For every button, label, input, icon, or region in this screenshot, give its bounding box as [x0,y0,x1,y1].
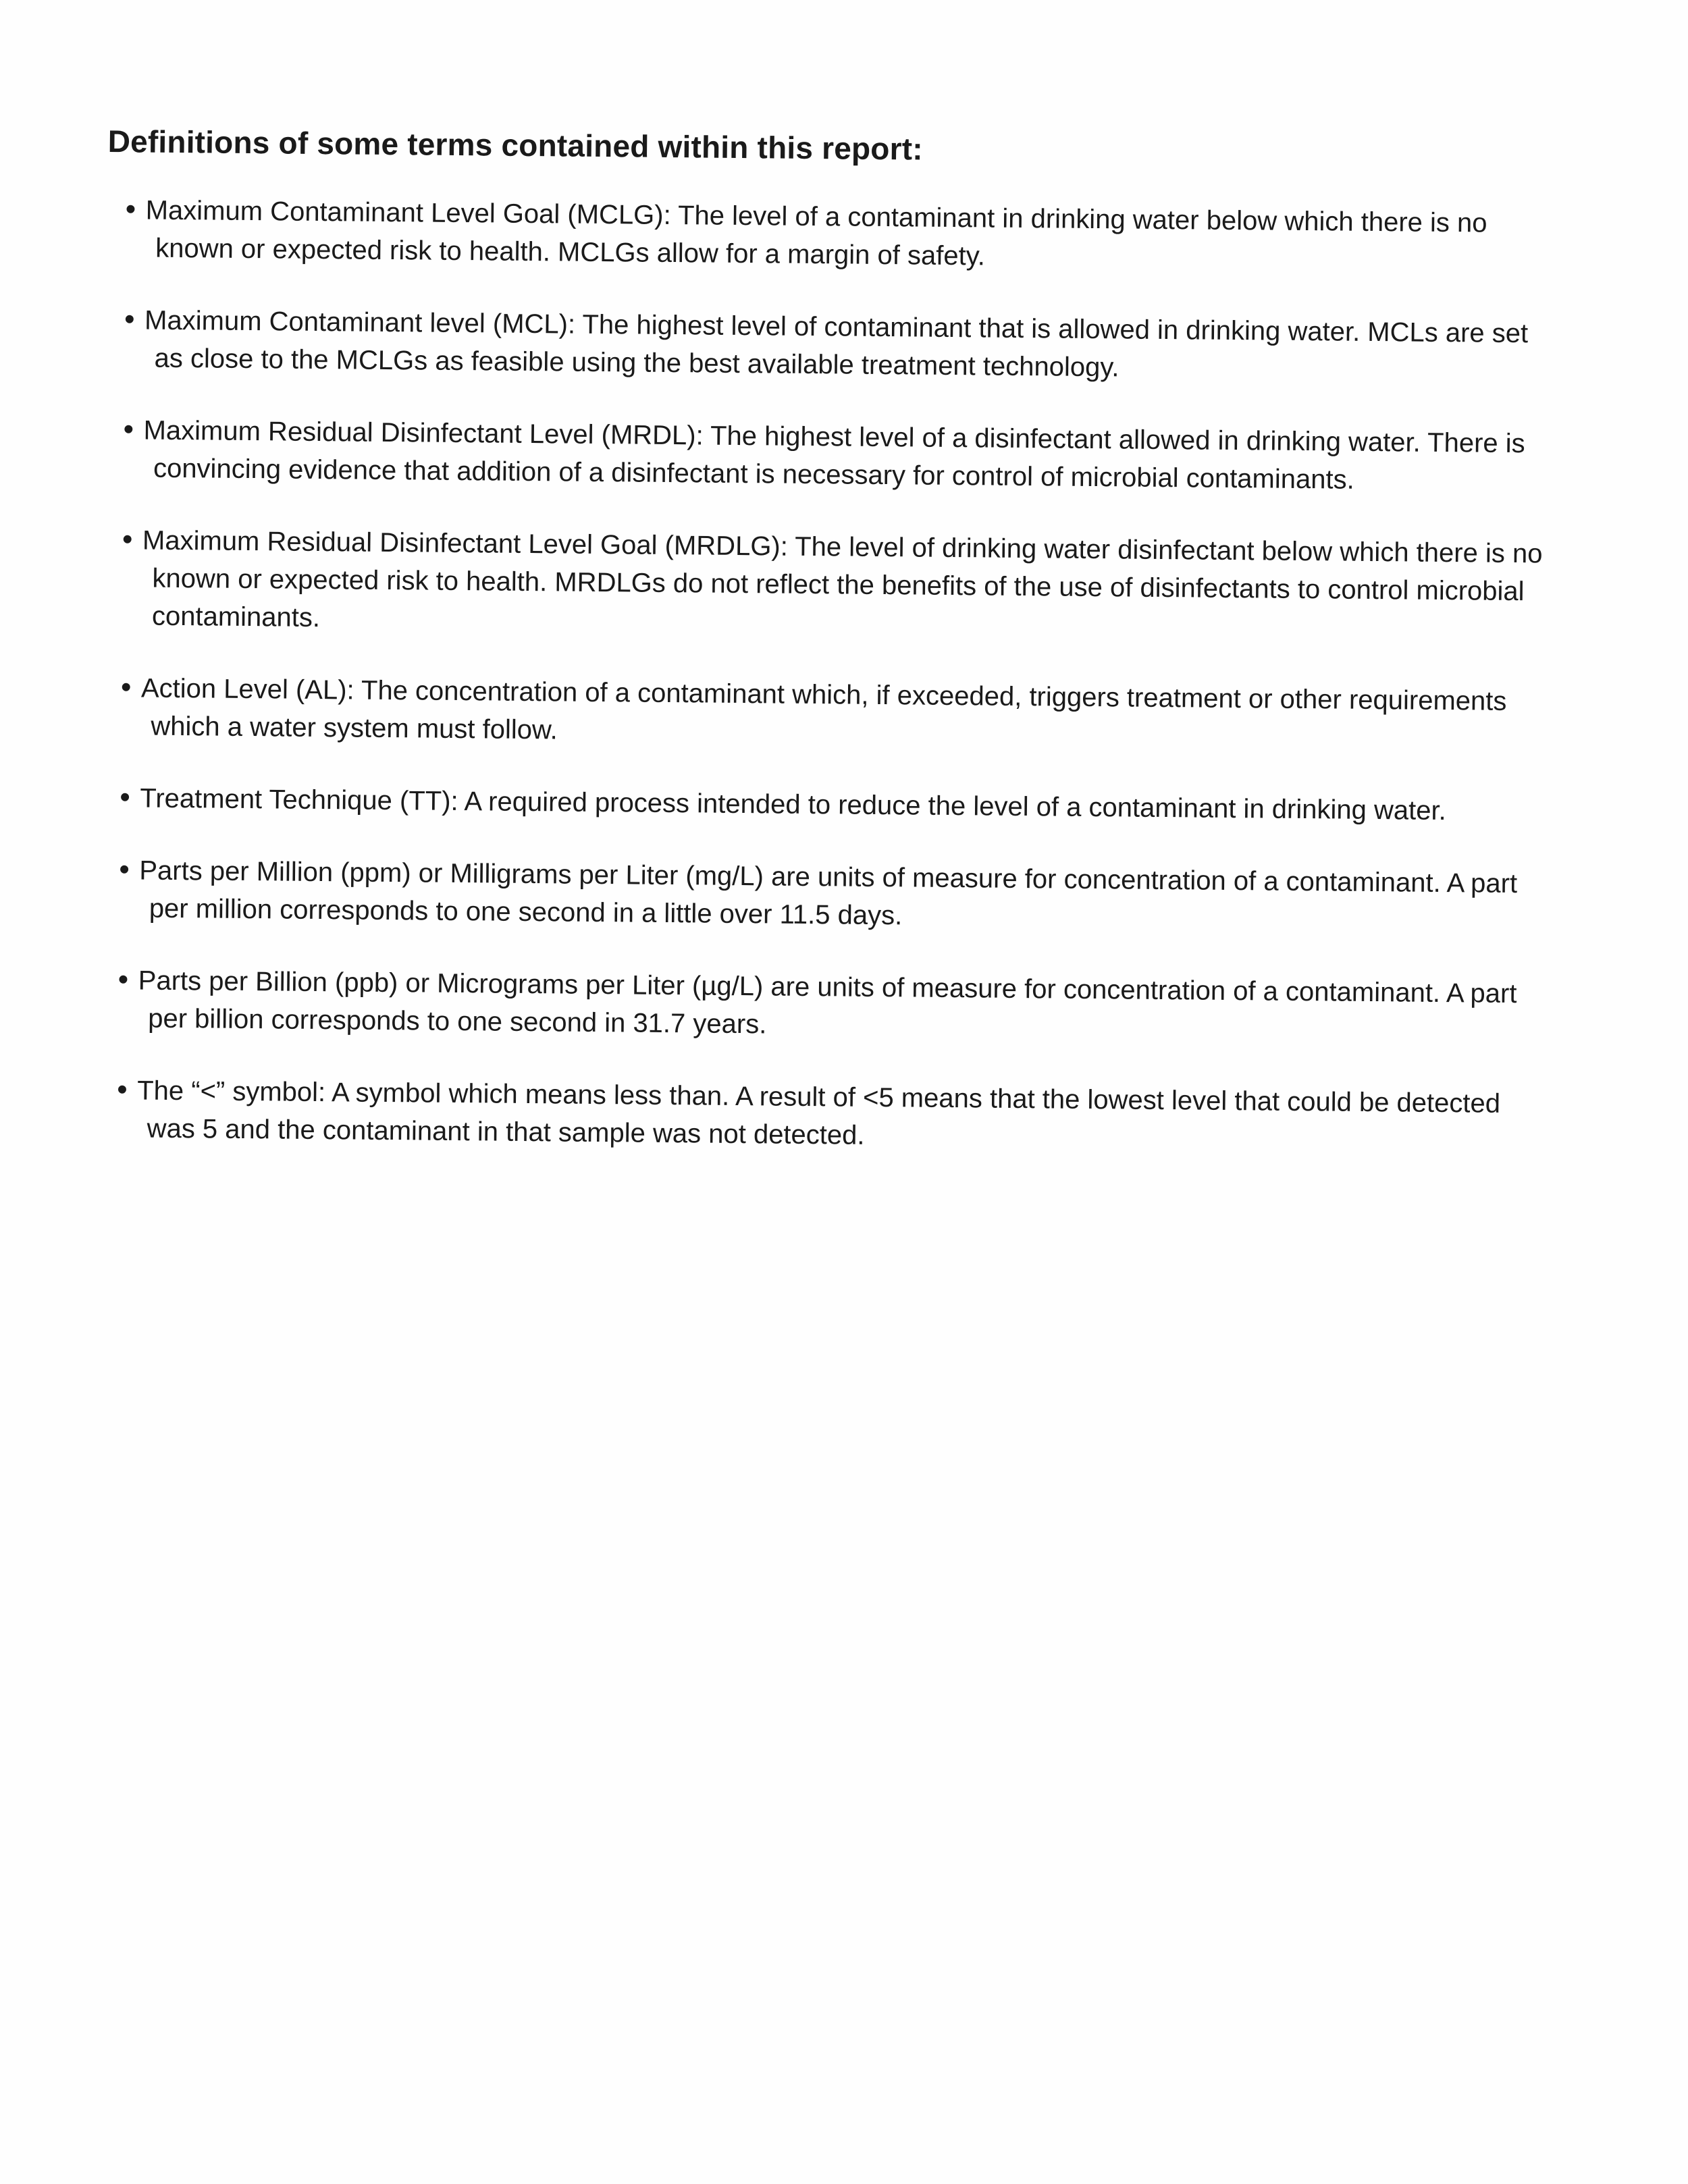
definition-action-level: • Action Level (AL): The concentration of a contaminant which, if exceeded, triggers treatment or other requirements which a water system must follow. [102,668,1548,759]
definition-mcl: • Maximum Contaminant level (MCL): The highest level of contaminant that is allowed in drinking water. MCLs are set as close to the MCLGs as feasible using the best available treatment technology. [105,300,1551,391]
definition-less-than-symbol: • The “<” symbol: A symbol which means less than. A result of <5 means that the lowest level that could be detected was 5 and the contaminant in that sample was not detected. [98,1071,1544,1161]
definition-mclg: • Maximum Contaminant Level Goal (MCLG): The level of a contaminant in drinking water below which there is no known or expected risk to health. MCLGs allow for a margin of safety. [107,190,1552,281]
definitions-list [98,190,1552,1161]
definition-mrdl: • Maximum Residual Disinfectant Level (MRDL): The highest level of a disinfectant allowed in drinking water. There is convincing evidence that addition of a disinfectant is necessary for control of microbial contaminants. [105,410,1550,501]
section-heading: Definitions of some terms contained within this report: [107,123,924,167]
definition-ppm: • Parts per Million (ppm) or Milligrams per Liter (mg/L) are units of measure for concentration of a contaminant. A part per million corresponds to one second in a little over 11.5 days. [101,851,1546,941]
definition-ppb: • Parts per Billion (ppb) or Micrograms per Liter (µg/L) are units of measure for concentration of a contaminant. A part per billion corresponds to one second in 31.7 years. [99,961,1545,1051]
definition-mrdlg: • Maximum Residual Disinfectant Level Goal (MRDLG): The level of drinking water disinfectant below which there is no known or expected risk to health. MRDLGs do not reflect the benefits of the use of disinfectants to control microbial contaminants. [103,521,1550,649]
definition-treatment-technique: • Treatment Technique (TT): A required process intended to reduce the level of a contaminant in drinking water. [101,778,1546,831]
definitions-section [98,122,1553,1194]
